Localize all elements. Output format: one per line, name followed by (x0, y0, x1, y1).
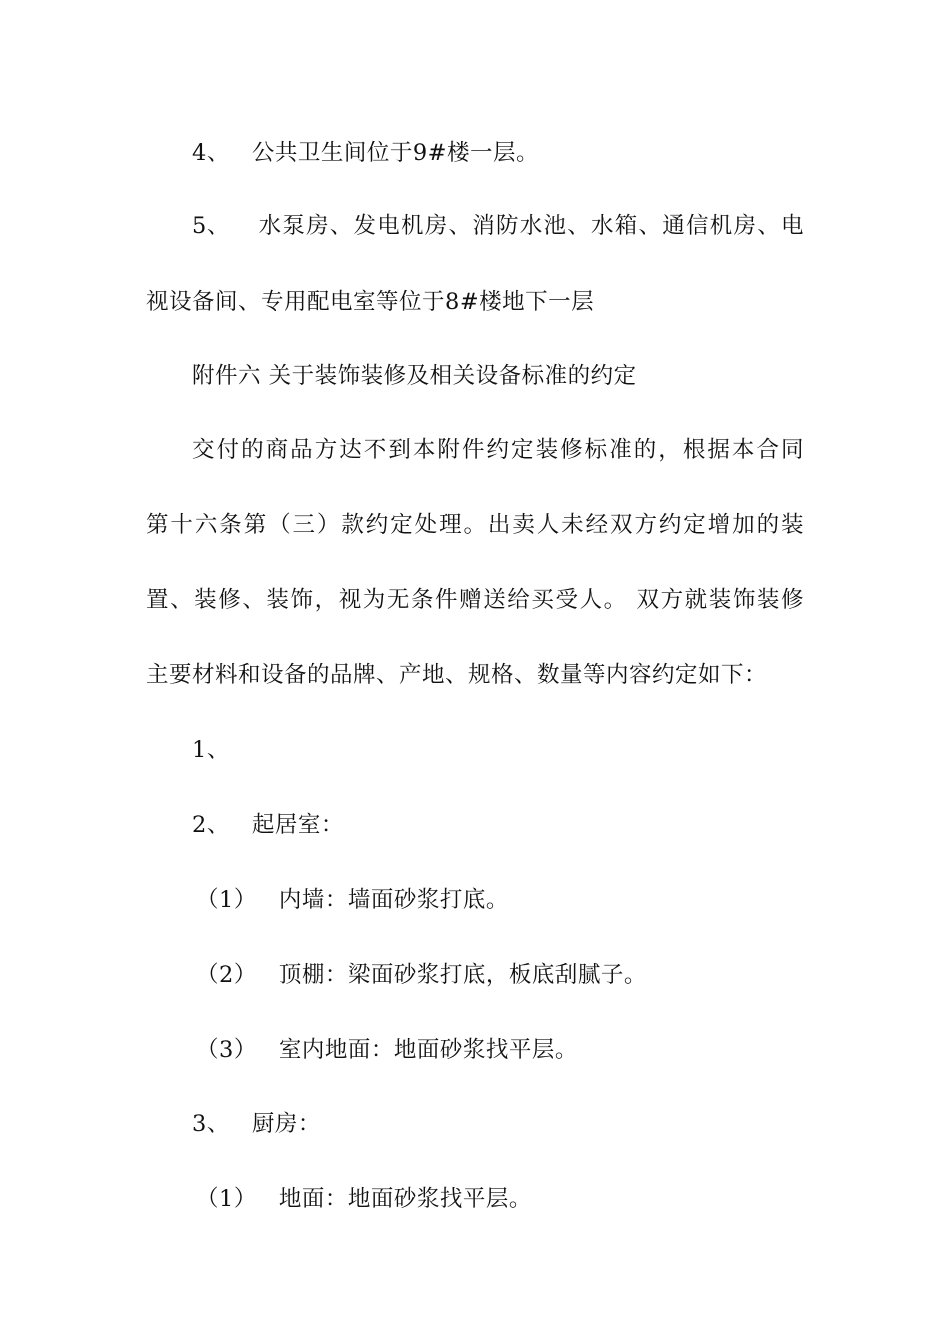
item-text: 起居室： (251, 812, 344, 838)
list-item-1 (192, 735, 872, 765)
item-number: 5、 (192, 213, 230, 239)
item-number: 3、 (192, 1111, 230, 1137)
list-item-equipment-rooms (192, 211, 804, 241)
sub-item-kitchen-floor (196, 1184, 876, 1214)
item-text: 公共卫生间位于9#楼一层。 (251, 140, 539, 166)
paragraph-line: 置、装修、装饰，视为无条件赠送给买受人。 双方就装饰装修 (146, 587, 804, 613)
item-text: 厨房： (251, 1111, 321, 1137)
item-text: 内墙：墙面砂浆打底。 (278, 887, 509, 913)
list-item-living-room (192, 810, 872, 840)
sub-item-inner-wall (196, 885, 876, 915)
paragraph-line: 主要材料和设备的品牌、产地、规格、数量等内容约定如下： (146, 662, 768, 688)
item-number: （3） (196, 1037, 257, 1063)
item-text: 水泵房、发电机房、消防水池、水箱、通信机房、电 (257, 213, 804, 239)
sub-item-ceiling (196, 960, 876, 990)
item-number: 2、 (192, 812, 230, 838)
item-number: 4、 (192, 140, 230, 166)
item-number: （1） (196, 887, 257, 913)
list-item-kitchen (192, 1109, 872, 1139)
sub-item-floor (196, 1035, 876, 1065)
paragraph-line: 视设备间、专用配电室等位于8#楼地下一层 (146, 289, 595, 315)
list-item-public-restroom (192, 138, 872, 168)
item-number: 1、 (192, 737, 230, 763)
item-text: 室内地面：地面砂浆找平层。 (278, 1037, 578, 1063)
paragraph-line: 交付的商品方达不到本附件约定装修标准的，根据本合同 (192, 437, 804, 463)
section-heading: 附件六 关于装饰装修及相关设备标准的约定 (192, 363, 637, 389)
item-text: 顶棚：梁面砂浆打底，板底刮腻子。 (278, 962, 647, 988)
item-number: （1） (196, 1186, 257, 1212)
item-text: 地面：地面砂浆找平层。 (278, 1186, 532, 1212)
paragraph-line: 第十六条第（三）款约定处理。出卖人未经双方约定增加的装 (146, 512, 804, 538)
item-number: （2） (196, 962, 257, 988)
